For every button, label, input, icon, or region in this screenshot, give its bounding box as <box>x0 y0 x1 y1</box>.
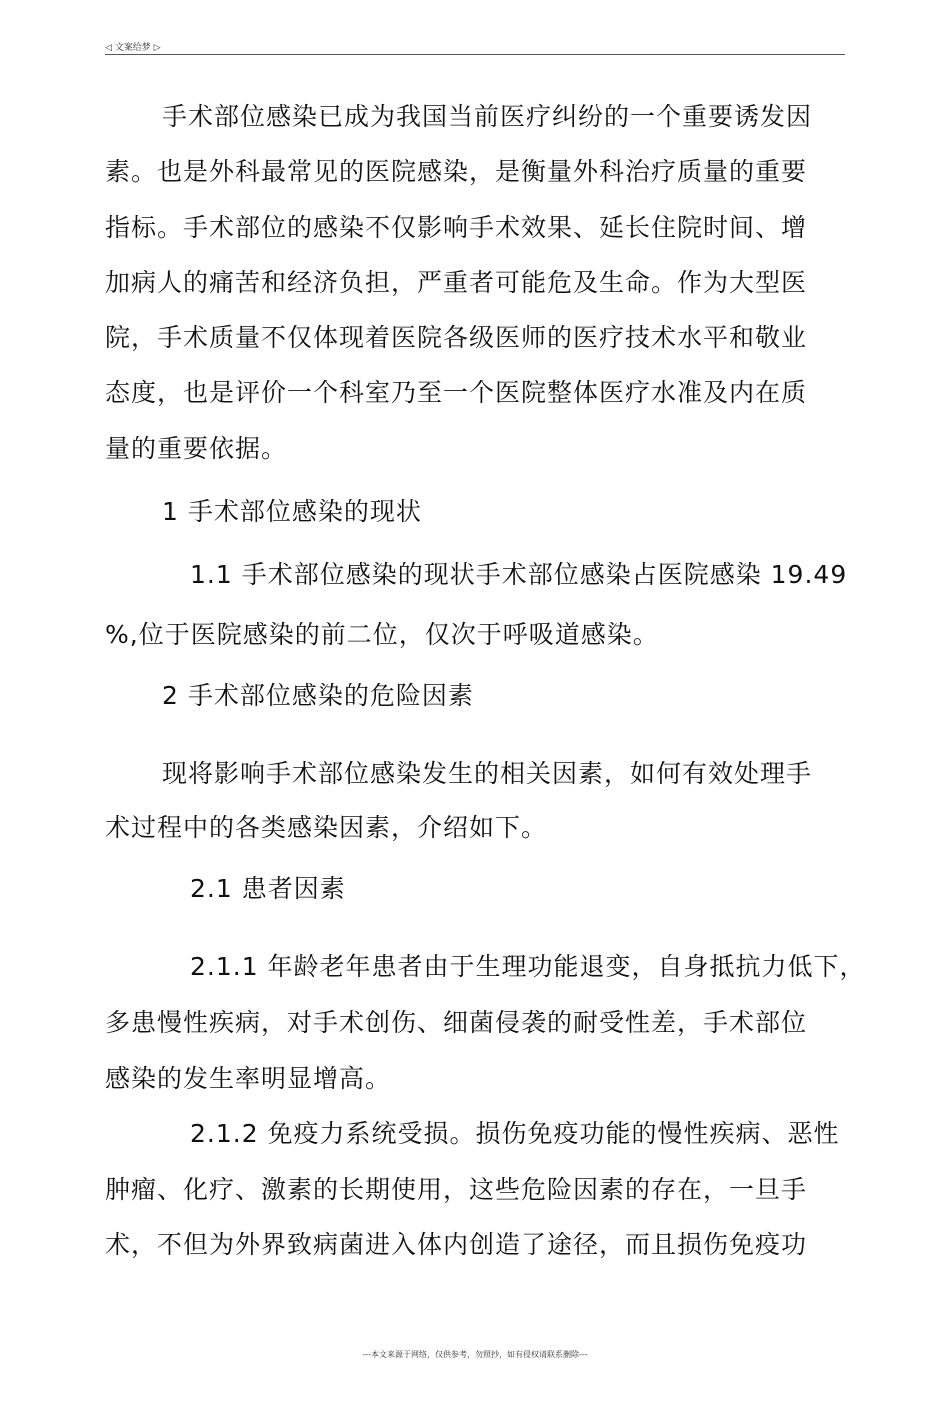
header-logo-text: ◁ 文案给梦 ▷ <box>105 43 161 53</box>
section-heading: 1 手术部位感染的现状 <box>162 497 422 526</box>
body-line: 手术部位感染已成为我国当前医疗纠纷的一个重要诱发因 <box>162 102 813 131</box>
body-line: 术过程中的各类感染因素，介绍如下。 <box>105 813 548 842</box>
body-line: 感染的发生率明显增高。 <box>105 1064 392 1093</box>
subsection-line: 2.1.2 免疫力系统受损。损伤免疫功能的慢性疾病、恶性 <box>190 1119 840 1148</box>
body-line: 术，不但为外界致病菌进入体内创造了途径，而且损伤免疫功 <box>105 1230 808 1259</box>
page-footer: ---本文来源于网络，仅供参考，勿照抄，如有侵权请联系删除--- <box>362 1350 588 1359</box>
body-line: 素。也是外科最常见的医院感染，是衡量外科治疗质量的重要 <box>105 157 808 186</box>
subsection-line: 1.1 手术部位感染的现状手术部位感染占医院感染 19.49 <box>190 560 848 589</box>
body-line: 院，手术质量不仅体现着医院各级医师的医疗技术水平和敬业 <box>105 323 808 352</box>
page-header <box>105 38 845 55</box>
body-line: %,位于医院感染的前二位，仅次于呼吸道感染。 <box>105 620 659 649</box>
section-heading: 2 手术部位感染的危险因素 <box>162 681 474 710</box>
subsection-line: 2.1.1 年龄老年患者由于生理功能退变，自身抵抗力低下， <box>190 952 866 981</box>
body-line: 量的重要依据。 <box>105 434 288 463</box>
body-line: 态度，也是评价一个科室乃至一个医院整体医疗水准及内在质 <box>105 378 808 407</box>
body-line: 指标。手术部位的感染不仅影响手术效果、延长住院时间、增 <box>105 213 808 242</box>
subsection-heading: 2.1 患者因素 <box>190 874 346 903</box>
body-line: 多患慢性疾病，对手术创伤、细菌侵袭的耐受性差，手术部位 <box>105 1008 808 1037</box>
body-line: 肿瘤、化疗、激素的长期使用，这些危险因素的存在，一旦手 <box>105 1175 808 1204</box>
body-line: 加病人的痛苦和经济负担，严重者可能危及生命。作为大型医 <box>105 268 808 297</box>
body-line: 现将影响手术部位感染发生的相关因素，如何有效处理手 <box>162 759 813 788</box>
